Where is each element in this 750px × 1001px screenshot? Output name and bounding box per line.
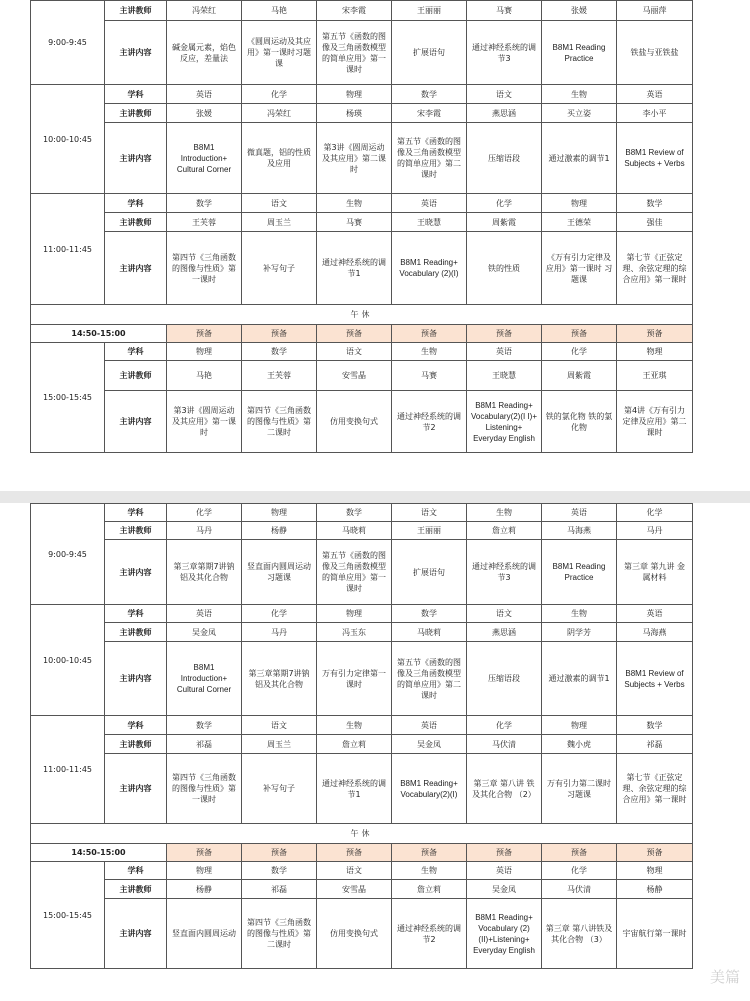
teacher-cell: 马丽萍	[617, 1, 693, 21]
subject-row	[31, 85, 693, 104]
content-cell: 《万有引力定律及应用》第一课时 习题课	[542, 232, 617, 305]
subject-cell: 生物	[392, 343, 467, 361]
teacher-cell: 冯玉东	[317, 623, 392, 642]
content-cell: 压缩语段	[467, 642, 542, 716]
subject-cell: 英语	[392, 716, 467, 735]
subject-cell: 英语	[617, 605, 693, 623]
schedule-table-2	[30, 503, 693, 969]
subject-cell: 化学	[167, 504, 242, 522]
teacher-cell: 马艳	[242, 1, 317, 21]
prep-row	[31, 844, 693, 862]
page-divider	[0, 491, 750, 503]
subject-cell: 数学	[392, 85, 467, 104]
teacher-cell: 安雪晶	[317, 361, 392, 391]
subject-cell: 化学	[542, 343, 617, 361]
subject-cell: 化学	[242, 605, 317, 623]
subject-cell: 数学	[617, 716, 693, 735]
teacher-cell: 杨瑛	[317, 104, 392, 123]
teacher-row	[31, 880, 693, 899]
content-cell: 第四节《三角函数的图像与性质》第一课时	[167, 754, 242, 824]
content-cell: 补写句子	[242, 232, 317, 305]
subject-row	[31, 605, 693, 623]
teacher-cell: 王晓慧	[467, 361, 542, 391]
prep-row	[31, 325, 693, 343]
time-slot: 11:00-11:45	[31, 194, 105, 305]
subject-cell: 生物	[542, 85, 617, 104]
teacher-label: 主讲教师	[105, 880, 167, 899]
teacher-cell: 祁磊	[242, 880, 317, 899]
teacher-cell: 张媛	[167, 104, 242, 123]
schedule-sheet-1	[30, 0, 692, 453]
content-cell: 第4讲《万有引力定律及应用》第二课时	[617, 391, 693, 453]
teacher-cell: 杨静	[617, 880, 693, 899]
content-row	[31, 21, 693, 85]
teacher-cell: 周紫霞	[467, 213, 542, 232]
teacher-cell: 马丹	[617, 522, 693, 540]
teacher-cell: 杨静	[167, 880, 242, 899]
subject-row	[31, 343, 693, 361]
teacher-cell: 宋李霞	[317, 1, 392, 21]
content-label: 主讲内容	[105, 21, 167, 85]
content-cell: 压缩语段	[467, 123, 542, 194]
teacher-row	[31, 361, 693, 391]
content-cell: 万有引力第二课时习题课	[542, 754, 617, 824]
teacher-cell: 张媛	[542, 1, 617, 21]
teacher-cell: 詹立莉	[317, 735, 392, 754]
teacher-cell: 周玉兰	[242, 735, 317, 754]
content-cell: 通过神经系统的调节3	[467, 21, 542, 85]
subject-label: 学科	[105, 504, 167, 522]
teacher-cell: 马晓莉	[392, 623, 467, 642]
subject-cell: 语文	[467, 605, 542, 623]
teacher-cell: 詹立莉	[467, 522, 542, 540]
teacher-cell: 魏小虎	[542, 735, 617, 754]
content-cell: 铁的性质	[467, 232, 542, 305]
content-cell: 第四节《三角函数的图像与性质》第一课时	[167, 232, 242, 305]
teacher-row	[31, 104, 693, 123]
lunch-break-label: 午休	[31, 824, 693, 844]
subject-cell: 语文	[392, 504, 467, 522]
content-cell: B8M1 Reading+ Vocabulary (2)(I)	[392, 232, 467, 305]
teacher-row	[31, 213, 693, 232]
subject-cell: 语文	[317, 862, 392, 880]
time-slot: 9:00-9:45	[31, 504, 105, 605]
content-cell: B8M1 Reading+ Vocabulary(2)(I)	[392, 754, 467, 824]
subject-cell: 语文	[242, 194, 317, 213]
content-cell: 通过激素的调节1	[542, 123, 617, 194]
teacher-cell: 王亚琪	[617, 361, 693, 391]
prep-cell: 预备	[242, 325, 317, 343]
subject-label: 学科	[105, 605, 167, 623]
subject-cell: 英语	[617, 85, 693, 104]
content-cell: 《圆周运动及其应用》第一课时习题课	[242, 21, 317, 85]
subject-cell: 数学	[317, 504, 392, 522]
teacher-cell: 马赛	[392, 361, 467, 391]
content-row	[31, 123, 693, 194]
subject-cell: 英语	[542, 504, 617, 522]
content-label: 主讲内容	[105, 642, 167, 716]
content-cell: B8M1 Review of Subjects + Verbs	[617, 123, 693, 194]
subject-cell: 数学	[167, 716, 242, 735]
time-slot: 10:00-10:45	[31, 605, 105, 716]
teacher-cell: 王芙蓉	[167, 213, 242, 232]
subject-cell: 生物	[542, 605, 617, 623]
subject-cell: 化学	[542, 862, 617, 880]
content-cell: B8M1 Reading+ Vocabulary (2)(II)+Listening+ Everyday English	[467, 899, 542, 969]
teacher-cell: 买立姿	[542, 104, 617, 123]
lunch-row	[31, 305, 693, 325]
content-cell: 第3讲《圆周运动及其应用》第一课时	[167, 391, 242, 453]
time-slot: 15:00-15:45	[31, 862, 105, 969]
teacher-cell: 马海燕	[617, 623, 693, 642]
time-slot: 9:00-9:45	[31, 1, 105, 85]
teacher-cell: 祁磊	[617, 735, 693, 754]
subject-cell: 英语	[167, 605, 242, 623]
subject-row	[31, 862, 693, 880]
content-row	[31, 642, 693, 716]
prep-cell: 预备	[317, 325, 392, 343]
teacher-label: 主讲教师	[105, 623, 167, 642]
content-row	[31, 391, 693, 453]
watermark: 美篇	[709, 968, 740, 986]
teacher-cell: 吴金凤	[167, 623, 242, 642]
teacher-cell: 马海燕	[542, 522, 617, 540]
prep-cell: 预备	[167, 325, 242, 343]
teacher-cell: 周玉兰	[242, 213, 317, 232]
subject-cell: 数学	[617, 194, 693, 213]
teacher-cell: 马伏清	[542, 880, 617, 899]
subject-cell: 物理	[542, 716, 617, 735]
content-row	[31, 232, 693, 305]
content-cell: 万有引力定律第一课时	[317, 642, 392, 716]
content-cell: B8M1 Introduction+ Cultural Corner	[167, 642, 242, 716]
content-row	[31, 899, 693, 969]
teacher-cell: 马伏清	[467, 735, 542, 754]
content-cell: 第三章第期7讲钠铝及其化合物	[242, 642, 317, 716]
teacher-cell: 吴金凤	[392, 735, 467, 754]
content-label: 主讲内容	[105, 391, 167, 453]
subject-label: 学科	[105, 343, 167, 361]
prep-cell: 预备	[317, 844, 392, 862]
content-cell: 通过神经系统的调节1	[317, 232, 392, 305]
subject-row	[31, 504, 693, 522]
content-cell: 铁的氯化物 铁的氯化物	[542, 391, 617, 453]
subject-label: 学科	[105, 194, 167, 213]
teacher-label: 主讲教师	[105, 735, 167, 754]
content-cell: 第五节《函数的图像及三角函数模型的简单应用》第一课时	[317, 21, 392, 85]
subject-cell: 物理	[317, 605, 392, 623]
content-cell: 竖直面内圆周运动习题课	[242, 540, 317, 605]
content-cell: 第七节《正弦定理、余弦定理的综合应用》第一课时	[617, 754, 693, 824]
content-cell: 仿用变换句式	[317, 391, 392, 453]
teacher-cell: 强佳	[617, 213, 693, 232]
teacher-cell: 燕思涵	[467, 104, 542, 123]
subject-cell: 数学	[242, 343, 317, 361]
teacher-row	[31, 623, 693, 642]
content-cell: B8M1 Reading Practice	[542, 540, 617, 605]
lunch-break-label: 午休	[31, 305, 693, 325]
teacher-row	[31, 522, 693, 540]
subject-row	[31, 716, 693, 735]
subject-label: 学科	[105, 862, 167, 880]
teacher-cell: 马丹	[167, 522, 242, 540]
subject-cell: 化学	[467, 194, 542, 213]
content-label: 主讲内容	[105, 540, 167, 605]
content-cell: 第四节《三角函数的图像与性质》第二课时	[242, 391, 317, 453]
teacher-row	[31, 735, 693, 754]
subject-cell: 数学	[242, 862, 317, 880]
content-cell: 扩展语句	[392, 540, 467, 605]
subject-cell: 数学	[392, 605, 467, 623]
teacher-cell: 王德荣	[542, 213, 617, 232]
teacher-label: 主讲教师	[105, 361, 167, 391]
subject-label: 学科	[105, 85, 167, 104]
prep-cell: 预备	[617, 325, 693, 343]
content-cell: B8M1 Introduction+ Cultural Corner	[167, 123, 242, 194]
content-label: 主讲内容	[105, 754, 167, 824]
time-slot: 15:00-15:45	[31, 343, 105, 453]
subject-cell: 数学	[167, 194, 242, 213]
teacher-cell: 王晓慧	[392, 213, 467, 232]
content-cell: B8M1 Review of Subjects + Verbs	[617, 642, 693, 716]
content-cell: 第三章 第八讲铁及其化合物 （3）	[542, 899, 617, 969]
subject-cell: 物理	[317, 85, 392, 104]
prep-cell: 预备	[617, 844, 693, 862]
teacher-label: 主讲教师	[105, 104, 167, 123]
content-cell: 微真题，铝的性质及应用	[242, 123, 317, 194]
time-slot: 14:50-15:00	[31, 325, 167, 343]
subject-cell: 生物	[317, 194, 392, 213]
content-cell: B8M1 Reading Practice	[542, 21, 617, 85]
content-cell: 第五节《函数的图像及三角函数模型的简单应用》第二课时	[392, 642, 467, 716]
teacher-label: 主讲教师	[105, 1, 167, 21]
content-label: 主讲内容	[105, 899, 167, 969]
time-slot: 11:00-11:45	[31, 716, 105, 824]
teacher-cell: 马赛	[467, 1, 542, 21]
subject-cell: 物理	[542, 194, 617, 213]
lunch-row	[31, 824, 693, 844]
teacher-cell: 祁磊	[167, 735, 242, 754]
content-row	[31, 754, 693, 824]
prep-cell: 预备	[542, 325, 617, 343]
teacher-cell: 宋李霞	[392, 104, 467, 123]
content-cell: 补写句子	[242, 754, 317, 824]
content-cell: 碱金属元素，焰色反应，差量法	[167, 21, 242, 85]
time-slot: 10:00-10:45	[31, 85, 105, 194]
content-row	[31, 540, 693, 605]
content-cell: 第三章 第八讲 铁及其化合物 （2）	[467, 754, 542, 824]
subject-cell: 英语	[392, 194, 467, 213]
content-cell: 铁盐与亚铁盐	[617, 21, 693, 85]
teacher-cell: 阴学芳	[542, 623, 617, 642]
teacher-cell: 吴金凤	[467, 880, 542, 899]
subject-label: 学科	[105, 716, 167, 735]
subject-cell: 生物	[467, 504, 542, 522]
content-cell: 第四节《三角函数的图像与性质》第二课时	[242, 899, 317, 969]
subject-cell: 语文	[317, 343, 392, 361]
time-slot: 14:50-15:00	[31, 844, 167, 862]
subject-cell: 物理	[242, 504, 317, 522]
teacher-cell: 燕思涵	[467, 623, 542, 642]
teacher-cell: 安雪晶	[317, 880, 392, 899]
subject-cell: 生物	[392, 862, 467, 880]
teacher-cell: 马赛	[317, 213, 392, 232]
subject-cell: 英语	[467, 862, 542, 880]
subject-cell: 化学	[242, 85, 317, 104]
teacher-cell: 王丽丽	[392, 1, 467, 21]
teacher-label: 主讲教师	[105, 522, 167, 540]
teacher-cell: 王芙蓉	[242, 361, 317, 391]
subject-cell: 语文	[467, 85, 542, 104]
content-cell: 第三章第期7讲钠铝及其化合物	[167, 540, 242, 605]
subject-cell: 物理	[617, 343, 693, 361]
teacher-cell: 王丽丽	[392, 522, 467, 540]
subject-row	[31, 194, 693, 213]
subject-cell: 物理	[167, 862, 242, 880]
subject-cell: 英语	[467, 343, 542, 361]
prep-cell: 预备	[392, 325, 467, 343]
teacher-cell: 冯荣红	[242, 104, 317, 123]
teacher-cell: 马丹	[242, 623, 317, 642]
teacher-cell: 李小平	[617, 104, 693, 123]
prep-cell: 预备	[242, 844, 317, 862]
content-cell: 通过神经系统的调节2	[392, 899, 467, 969]
schedule-sheet-2	[30, 503, 692, 969]
teacher-cell: 马晓莉	[317, 522, 392, 540]
content-cell: 第3讲《圆周运动及其应用》第二课时	[317, 123, 392, 194]
content-cell: 仿用变换句式	[317, 899, 392, 969]
subject-cell: 英语	[167, 85, 242, 104]
prep-cell: 预备	[392, 844, 467, 862]
content-cell: 第五节《函数的图像及三角函数模型的简单应用》第一课时	[317, 540, 392, 605]
content-cell: B8M1 Reading+ Vocabulary(2)(I I)+ Listening+ Everyday English	[467, 391, 542, 453]
prep-cell: 预备	[467, 325, 542, 343]
content-cell: 第五节《函数的图像及三角函数模型的简单应用》第二课时	[392, 123, 467, 194]
schedule-table-1	[30, 0, 693, 453]
subject-cell: 化学	[467, 716, 542, 735]
subject-cell: 物理	[617, 862, 693, 880]
prep-cell: 预备	[542, 844, 617, 862]
content-cell: 第三章 第九讲 金属材料	[617, 540, 693, 605]
prep-cell: 预备	[167, 844, 242, 862]
teacher-cell: 杨静	[242, 522, 317, 540]
content-cell: 通过神经系统的调节1	[317, 754, 392, 824]
content-label: 主讲内容	[105, 232, 167, 305]
teacher-label: 主讲教师	[105, 213, 167, 232]
content-cell: 通过神经系统的调节3	[467, 540, 542, 605]
content-cell: 第七节《正弦定理、余弦定理的综合应用》第一课时	[617, 232, 693, 305]
teacher-cell: 马艳	[167, 361, 242, 391]
subject-cell: 生物	[317, 716, 392, 735]
subject-cell: 化学	[617, 504, 693, 522]
teacher-cell: 冯荣红	[167, 1, 242, 21]
content-cell: 宇宙航行第一课时	[617, 899, 693, 969]
prep-cell: 预备	[467, 844, 542, 862]
teacher-cell: 詹立莉	[392, 880, 467, 899]
content-label: 主讲内容	[105, 123, 167, 194]
content-cell: 扩展语句	[392, 21, 467, 85]
subject-cell: 物理	[167, 343, 242, 361]
content-cell: 通过神经系统的调节2	[392, 391, 467, 453]
content-cell: 竖直面内圆周运动	[167, 899, 242, 969]
teacher-row	[31, 1, 693, 21]
content-cell: 通过激素的调节1	[542, 642, 617, 716]
subject-cell: 语文	[242, 716, 317, 735]
teacher-cell: 周紫霞	[542, 361, 617, 391]
